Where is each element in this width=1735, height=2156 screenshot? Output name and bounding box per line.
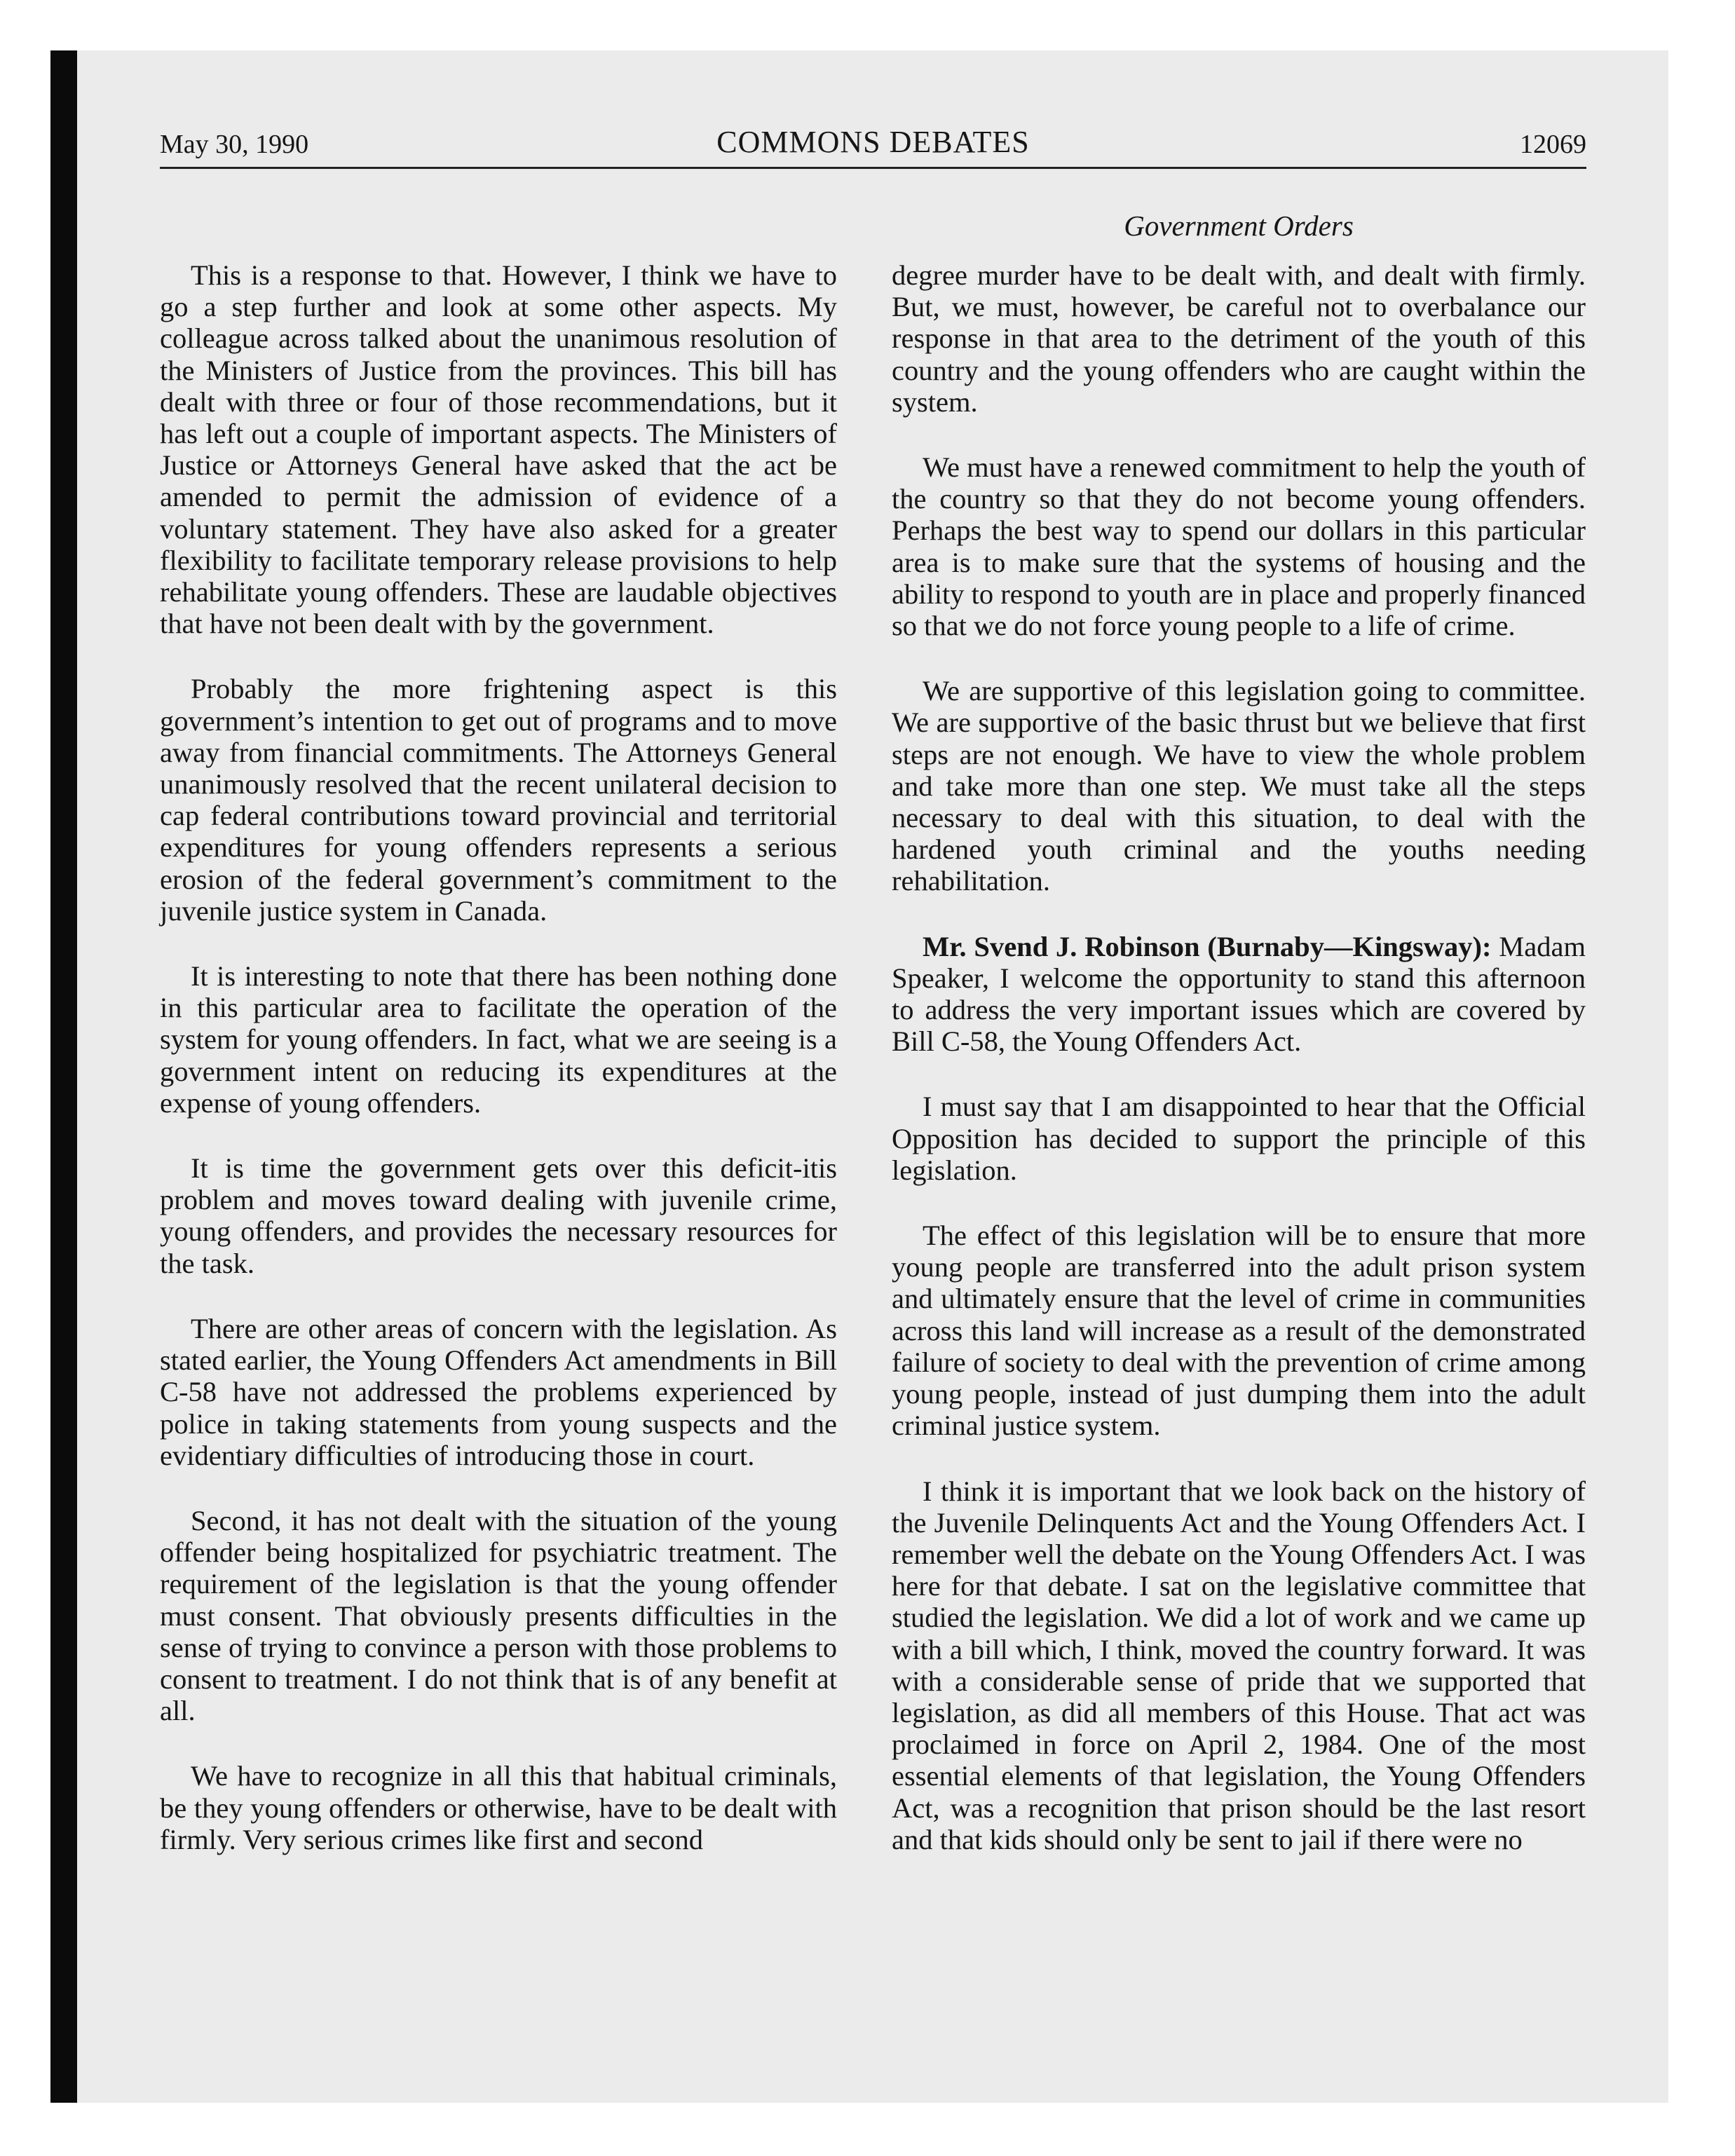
paragraph: We are supportive of this legislation going to committee. We are supportive of the basic thrust but we believe that first steps are not enough. We have to view the whole problem and take more than one step. We must take all the steps necessary to deal with this situation, to deal with the hardened youth criminal and the youths needing rehabilitation. [892, 675, 1586, 897]
paragraph: Second, it has not dealt with the situation of the young offender being hospitalized for psychiatric treatment. The requirement of the legislation is that the young offender must consent. That obviously presents difficulties in the sense of trying to convince a person with those problems to consent to treatment. I do not think that is of any benefit at all. [160, 1504, 837, 1727]
speaker-paragraph [892, 931, 1586, 1058]
page-header [160, 125, 1586, 169]
section-label: Government Orders [1124, 210, 1354, 242]
left-column [160, 259, 837, 1889]
paragraph: degree murder have to be dealt with, and dealt with firmly. But, we must, however, be careful not to overbalance our response in that area to the detriment of the youth of this country and the young offenders who are caught within the system. [892, 259, 1586, 418]
header-title: COMMONS DEBATES [716, 125, 1030, 159]
paragraph: This is a response to that. However, I think we have to go a step further and look at some other aspects. My colleague across talked about the unanimous resolution of the Ministers of Justice from the provinces. This bill has dealt with three or four of those recommendations, but it has left out a couple of important aspects. The Ministers of Justice or Attorneys General have asked that the act be amended to permit the admission of evidence of a voluntary statement. They have also asked for a greater flexibility to facilitate temporary release provisions to help rehabilitate young offenders. These are laudable objectives that have not been dealt with by the government. [160, 259, 837, 640]
paragraph: Probably the more frightening aspect is this government’s intention to get out of programs and to move away from financial commitments. The Attorneys General unanimously resolved that the recent unilateral decision to cap federal contributions toward provincial and territorial expenditures for young offenders represents a serious erosion of the federal government’s commitment to the juvenile justice system in Canada. [160, 673, 837, 927]
paragraph: There are other areas of concern with the legislation. As stated earlier, the Young Offenders Act amendments in Bill C-58 have not addressed the problems experienced by police in taking statements from young suspects and the evidentiary difficulties of introducing those in court. [160, 1312, 837, 1471]
paragraph: It is interesting to note that there has been nothing done in this particular area to facilitate the operation of the system for young offenders. In fact, what we are seeing is a government intent on reducing its expenditures at the expense of young offenders. [160, 960, 837, 1119]
header-page-number: 12069 [1520, 130, 1586, 159]
paragraph: We have to recognize in all this that habitual criminals, be they young offenders or otherwise, have to be dealt with firmly. Very serious crimes like first and second [160, 1760, 837, 1855]
paragraph: I think it is important that we look back on the history of the Juvenile Delinquents Act and the Young Offenders Act. I remember well the debate on the Young Offenders Act. I was here for that debate. I sat on the legislative committee that studied the legislation. We did a lot of work and we came up with a bill which, I think, moved the country forward. It was with a considerable sense of pride that we supported that legislation, as did all members of this House. That act was proclaimed in force on April 2, 1984. One of the most essential elements of that legislation, the Young Offenders Act, was a recognition that prison should be the last resort and that kids should only be sent to jail if there were no [892, 1475, 1586, 1855]
paragraph: It is time the government gets over this deficit-itis problem and moves toward dealing with juvenile crime, young offenders, and provides the necessary resources for the task. [160, 1152, 837, 1279]
paragraph: The effect of this legislation will be to ensure that more young people are transferred into the adult prison system and ultimately ensure that the level of crime in communities across this land will increase as a result of the demonstrated failure of society to deal with the prevention of crime among young people, instead of just dumping them into the adult criminal justice system. [892, 1220, 1586, 1442]
right-column [892, 259, 1586, 1889]
header-date: May 30, 1990 [160, 130, 309, 159]
speaker-text: Madam Speaker, I welcome the opportunity to stand this afternoon to address the very important issues which are covered by Bill C-58, the Young Offenders Act. [892, 930, 1586, 1058]
paragraph: We must have a renewed commitment to help the youth of the country so that they do not become young offenders. Perhaps the best way to spend our dollars in this particular area is to make sure that the systems of housing and the ability to respond to youth are in place and properly financed so that we do not force young people to a life of crime. [892, 451, 1586, 642]
speaker-name: Mr. Svend J. Robinson (Burnaby—Kingsway): [923, 930, 1492, 962]
scan-edge [50, 50, 77, 2103]
paragraph: I must say that I am disappointed to hear that the Official Opposition has decided to support the principle of this legislation. [892, 1091, 1586, 1186]
